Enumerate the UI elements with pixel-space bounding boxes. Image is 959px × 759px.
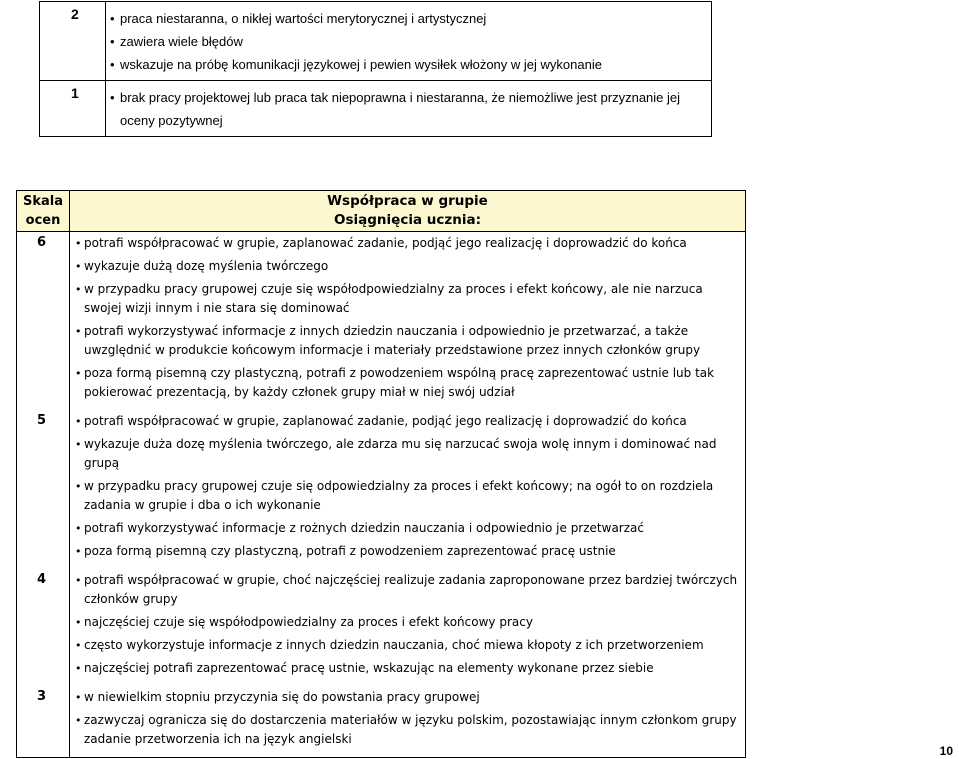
criteria-list bbox=[70, 686, 745, 757]
table-row bbox=[17, 569, 746, 686]
list-item: • potrafi współpracować w grupie, zaplanować zadanie, podjąć jego realizację i doprowadzić do końca bbox=[84, 412, 739, 431]
list-item: • potrafi współpracować w grupie, zaplanować zadanie, podjąć jego realizację i doprowadzić do końca bbox=[84, 234, 739, 253]
section-title: Współpraca w grupie bbox=[327, 193, 488, 209]
criteria-list bbox=[106, 2, 711, 80]
header-row bbox=[17, 191, 746, 232]
criteria-cell bbox=[106, 81, 712, 137]
list-item: • potrafi współpracować w grupie, choć najczęściej realizuje zadania zaproponowane przez bardziej twórczych członków grupy bbox=[84, 571, 739, 609]
criteria-cell bbox=[70, 410, 746, 569]
table-row bbox=[17, 686, 746, 758]
criteria-list bbox=[106, 81, 711, 136]
list-item: • poza formą pisemną czy plastyczną, potrafi z powodzeniem zaprezentować pracę ustnie bbox=[84, 542, 739, 561]
list-item: • w przypadku pracy grupowej czuje się odpowiedzialny za proces i efekt końcowy; na ogół to on rozdziela zadania w grupie i dba o ich wykonanie bbox=[84, 477, 739, 515]
criteria-list bbox=[70, 569, 745, 686]
criteria-cell bbox=[70, 232, 746, 411]
list-item: • często wykorzystuje informacje z innych dziedzin nauczania, choć miewa kłopoty z ich przetworzeniem bbox=[84, 636, 739, 655]
table-row bbox=[40, 81, 712, 137]
score-cell: 3 bbox=[17, 686, 70, 758]
page-number: 10 bbox=[939, 744, 953, 758]
list-item: • najczęściej czuje się współodpowiedzialny za proces i efekt końcowy pracy bbox=[84, 613, 739, 632]
criteria-list bbox=[70, 232, 745, 410]
score-cell: 2 bbox=[40, 2, 106, 81]
score-cell: 1 bbox=[40, 81, 106, 137]
list-item: • praca niestaranna, o nikłej wartości merytorycznej i artystycznej bbox=[120, 7, 707, 30]
criteria-cell bbox=[70, 569, 746, 686]
list-item: • wykazuje dużą dozę myślenia twórczego bbox=[84, 257, 739, 276]
score-cell: 5 bbox=[17, 410, 70, 569]
table-row bbox=[17, 410, 746, 569]
list-item: • zazwyczaj ogranicza się do dostarczenia materiałów w języku polskim, pozostawiając innym członkom grupy zadanie przetworzenia ich na język angielski bbox=[84, 711, 739, 749]
score-cell: 6 bbox=[17, 232, 70, 411]
scale-header-line1: Skala bbox=[22, 194, 63, 209]
section-subtitle: Osiągnięcia ucznia: bbox=[334, 212, 481, 228]
scale-header-line2: ocen bbox=[25, 213, 61, 228]
section-header bbox=[70, 191, 746, 232]
score-cell: 4 bbox=[17, 569, 70, 686]
top-criteria-table bbox=[39, 1, 712, 137]
list-item: • w przypadku pracy grupowej czuje się współodpowiedzialny za proces i efekt końcowy, ale nie narzuca swojej wizji innym i nie stara się dominować bbox=[84, 280, 739, 318]
criteria-cell bbox=[70, 686, 746, 758]
list-item: • w niewielkim stopniu przyczynia się do powstania pracy grupowej bbox=[84, 688, 739, 707]
list-item: • potrafi wykorzystywać informacje z rożnych dziedzin nauczania i odpowiednio je przetwarzać bbox=[84, 519, 739, 538]
list-item: • zawiera wiele błędów bbox=[120, 30, 707, 53]
table-row bbox=[17, 232, 746, 411]
criteria-list bbox=[70, 410, 745, 569]
list-item: • poza formą pisemną czy plastyczną, potrafi z powodzeniem wspólną pracę zaprezentować ustnie lub tak pokierować prezentacją, by każdy członek grupy miał w niej swój udział bbox=[84, 364, 739, 402]
list-item: • brak pracy projektowej lub praca tak niepoprawna i niestaranna, że niemożliwe jest przyznanie jej oceny pozytywnej bbox=[120, 86, 707, 132]
list-item: • wykazuje duża dozę myślenia twórczego, ale zdarza mu się narzucać swoja wolę innym i dominować nad grupą bbox=[84, 435, 739, 473]
list-item: • potrafi wykorzystywać informacje z innych dziedzin nauczania i odpowiednio je przetwarzać, a także uwzględnić w produkcie końcowym informacje i materiały przedstawione przez innych członków grupy bbox=[84, 322, 739, 360]
scale-header bbox=[17, 191, 70, 232]
cooperation-criteria-table bbox=[16, 190, 746, 758]
criteria-cell bbox=[106, 2, 712, 81]
table-row bbox=[40, 2, 712, 81]
list-item: • najczęściej potrafi zaprezentować pracę ustnie, wskazując na elementy wykonane przez siebie bbox=[84, 659, 739, 678]
list-item: • wskazuje na próbę komunikacji językowej i pewien wysiłek włożony w jej wykonanie bbox=[120, 53, 707, 76]
